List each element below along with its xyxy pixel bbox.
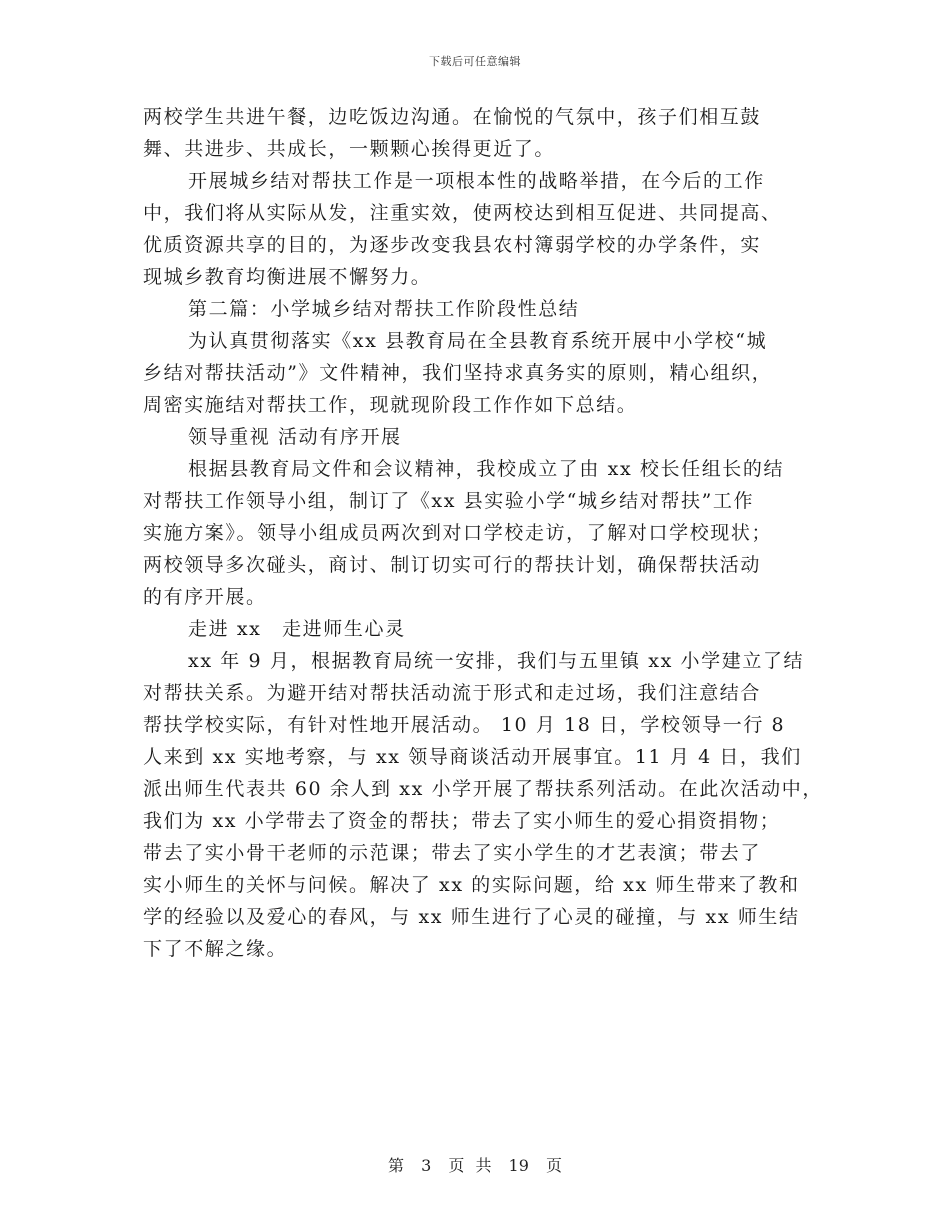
subheading-leadership: 领导重视 活动有序开展 xyxy=(188,426,402,448)
subheading-visit: 走进 xx 走进师生心灵 xyxy=(188,618,406,640)
page-label-suffix: 页 xyxy=(546,1156,563,1175)
document-body xyxy=(143,101,823,965)
text-line-10: 周密实施结对帮扶工作，现就现阶段工作作如下总结。 xyxy=(143,394,638,416)
text-line-13: 对帮扶工作领导小组，制订了《xx 县实验小学“城乡结对帮扶”工作 xyxy=(143,490,755,512)
page-label-mid: 页 共 xyxy=(448,1156,492,1175)
section-heading-part-two: 第二篇：小学城乡结对帮扶工作阶段性总结 xyxy=(188,298,580,320)
page-label-prefix: 第 xyxy=(387,1156,404,1175)
text-line-16: 的有序开展。 xyxy=(143,586,267,608)
text-line-4: 中，我们将从实际从发，注重实效，使两校达到相互促进、共同提高、 xyxy=(143,202,782,224)
text-line-8: 为认真贯彻落实《xx 县教育局在全县教育系统开展中小学校“城 xyxy=(188,330,768,352)
text-line-9: 乡结对帮扶活动”》文件精神，我们坚持求真务实的原则，精心组织， xyxy=(143,362,773,384)
text-line-18: xx 年 9 月，根据教育局统一安排，我们与五里镇 xx 小学建立了结 xyxy=(188,650,805,672)
text-line-23: 我们为 xx 小学带去了资金的帮扶；带去了实小师生的爱心捐资捐物； xyxy=(143,810,781,832)
text-line-2: 舞、共进步、共成长，一颗颗心挨得更近了。 xyxy=(143,138,556,160)
current-page-number: 3 xyxy=(421,1156,432,1175)
text-line-14: 实施方案》。领导小组成员两次到对口学校走访，了解对口学校现状； xyxy=(143,522,773,544)
text-line-12: 根据县教育局文件和会议精神，我校成立了由 xx 校长任组长的结 xyxy=(188,458,785,480)
total-pages-number: 19 xyxy=(508,1156,529,1175)
text-line-20: 帮扶学校实际，有针对性地开展活动。 10 月 18 日，学校领导一行 8 xyxy=(143,714,786,736)
text-line-15: 两校领导多次碰头，商讨、制订切实可行的帮扶计划，确保帮扶活动 xyxy=(143,554,762,576)
page-footer xyxy=(0,1153,950,1176)
text-line-1: 两校学生共进午餐，边吃饭边沟通。在愉悦的气氛中，孩子们相互鼓 xyxy=(143,106,762,128)
text-line-19: 对帮扶关系。为避开结对帮扶活动流于形式和走过场，我们注意结合 xyxy=(143,682,762,704)
text-line-6: 现城乡教育均衡进展不懈努力。 xyxy=(143,266,432,288)
text-line-24: 带去了实小骨干老师的示范课；带去了实小学生的才艺表演；带去了 xyxy=(143,842,762,864)
text-line-26: 学的经验以及爱心的春风，与 xx 师生进行了心灵的碰撞，与 xx 师生结 xyxy=(143,906,800,928)
text-line-27: 下了不解之缘。 xyxy=(143,938,288,960)
text-line-25: 实小师生的关怀与问候。解决了 xx 的实际问题，给 xx 师生带来了教和 xyxy=(143,874,800,896)
page-header: 下载后可任意编辑 xyxy=(429,55,521,68)
text-line-3: 开展城乡结对帮扶工作是一项根本性的战略举措，在今后的工作 xyxy=(188,170,765,192)
text-line-22: 派出师生代表共 60 余人到 xx 小学开展了帮扶系列活动。在此次活动中， xyxy=(143,778,823,800)
text-line-21: 人来到 xx 实地考察，与 xx 领导商谈活动开展事宜。11 月 4 日，我们 xyxy=(143,746,802,768)
text-line-5: 优质资源共享的目的，为逐步改变我县农村簿弱学校的办学条件，实 xyxy=(143,234,762,256)
